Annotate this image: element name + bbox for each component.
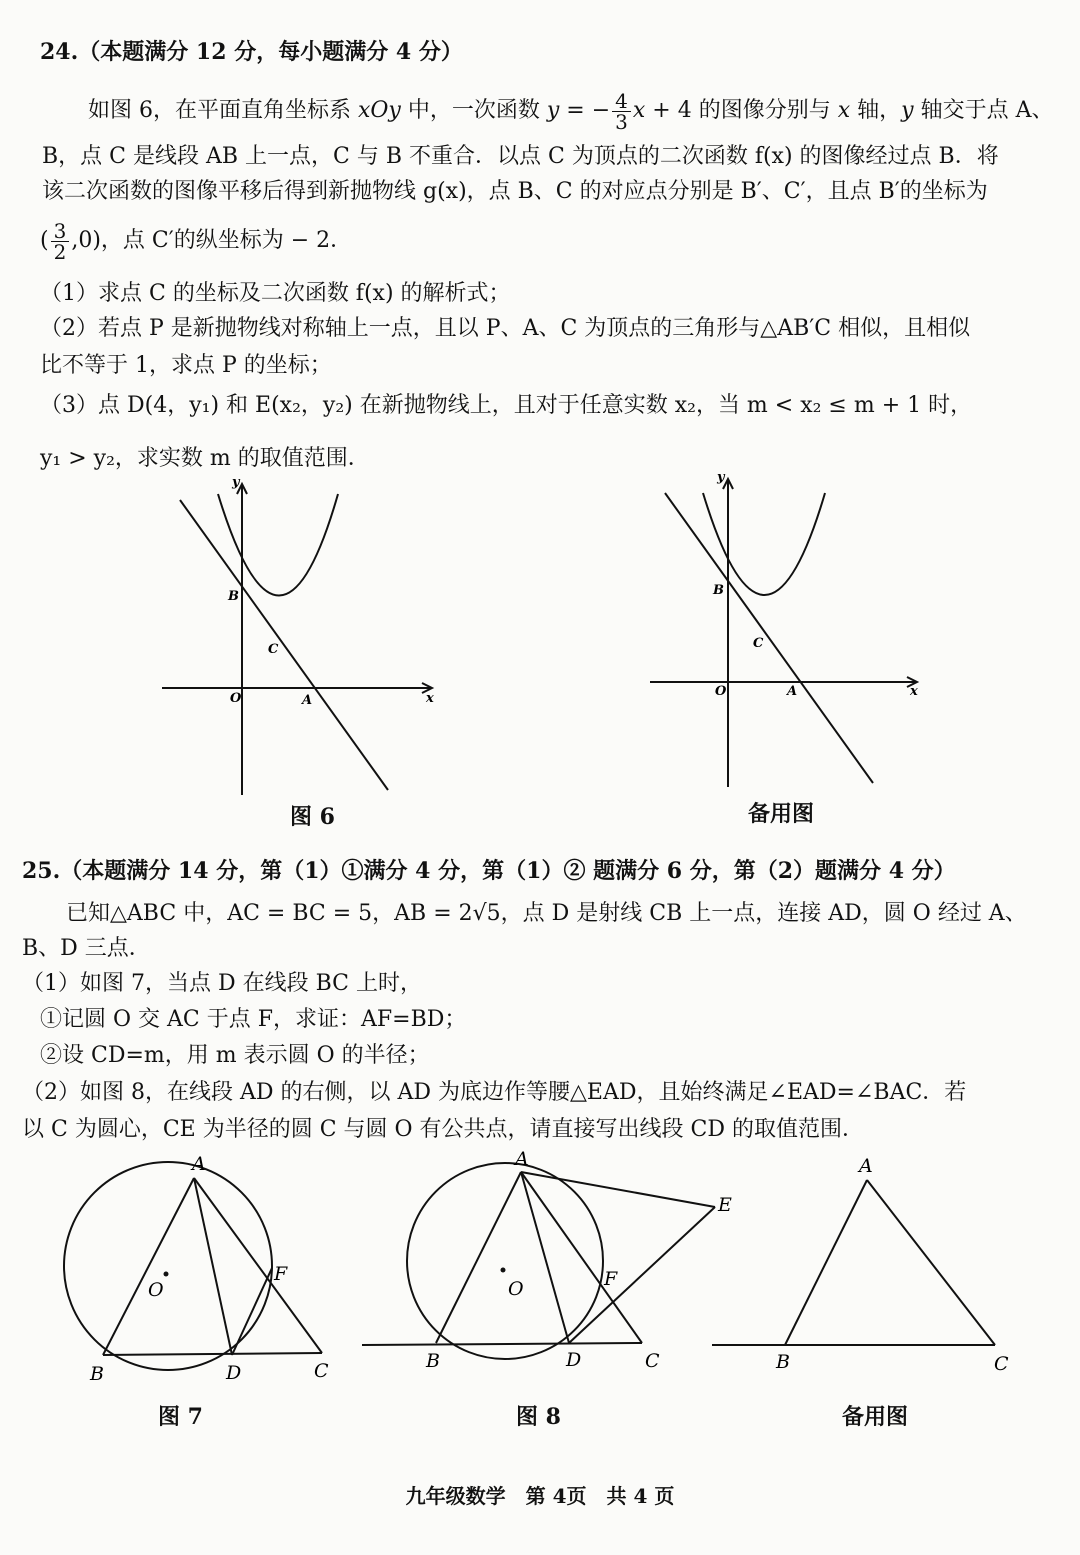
fig9-caption: 备用图 [842,1404,909,1430]
fig6b-label-b: B [713,583,724,598]
fig6-label-c: C [268,642,279,657]
fig8-label-e: E [718,1194,732,1216]
fig6-caption: 图 6 [290,804,335,830]
fig6-spare-caption: 备用图 [748,801,815,827]
q24-part2-b: 比不等于 1，求点 P 的坐标； [40,353,332,378]
q25-line1: 已知△ABC 中，AC = BC = 5，AB = 2√5，点 D 是射线 CB 上一点，连接 AD，圆 O 经过 A、 [66,901,1027,926]
fig8-label-b: B [426,1350,440,1372]
fig6b-label-c: C [753,636,764,651]
q24-y2: y [901,98,914,123]
q25-part2-a: （2）如图 8，在线段 AD 的右侧，以 AD 为底边作等腰△EAD，且始终满足∠EAD=∠BAC．若 [22,1080,967,1105]
fig6b-line-ab [665,493,873,783]
q24-line1 [88,88,1053,134]
fig8-seg-ab [436,1172,521,1343]
fig7-label-o: O [148,1279,164,1301]
q24-line2: B，点 C 是线段 AB 上一点，C 与 B 不重合．以点 C 为顶点的二次函数 f(x) 的图像经过点 B．将 [42,144,999,169]
fig9-seg-ac [867,1180,995,1345]
fig6-parabola [218,494,338,596]
fig8-label-d: D [566,1349,582,1371]
q24-frac-den: 3 [615,109,628,134]
fig8-label-c: C [645,1350,660,1372]
fig7-seg-bc [103,1353,322,1355]
fig7-label-f: F [274,1263,288,1285]
fig6b-label-y: y [717,470,725,485]
fig7-caption: 图 7 [158,1404,203,1430]
q25-part2-b: 以 C 为圆心，CE 为半径的圆 C 与圆 O 有公共点，请直接写出线段 CD 的取值范围． [22,1117,865,1142]
q25-part1-b: ②设 CD=m，用 m 表示圆 O 的半径； [40,1043,430,1068]
q24-part2-a: （2）若点 P 是新抛物线对称轴上一点，且以 P、A、C 为顶点的三角形与△AB′C 相似，且相似 [40,316,971,341]
fig8-center-dot [501,1268,506,1273]
q24-line1-b: 中，一次函数 [400,98,547,123]
fig9-label-c: C [994,1353,1009,1375]
q24-line4-den: 2 [53,239,67,264]
q24-fraction [612,88,631,134]
q24-line1-a: 如图 6，在平面直角坐标系 [88,98,358,123]
q24-frac-num: 4 [612,91,631,112]
q24-line3: 该二次函数的图像平移后得到新抛物线 g(x)，点 B、C 的对应点分别是 B′、C′，且点 B′的坐标为 [42,179,988,204]
fig9-label-b: B [776,1351,790,1373]
fig6b-label-o: O [715,684,727,699]
fig7-circle-o [64,1162,272,1370]
q24-line1-e: 轴， [850,98,902,123]
fig6-label-o: O [230,691,242,706]
fig8-label-a: A [515,1148,529,1170]
fig7-seg-ab [103,1178,194,1355]
fig7-center-dot [164,1272,169,1277]
q24-line4-fraction [51,218,70,264]
q25-line2: B、D 三点． [22,936,151,961]
q24-part1: （1）求点 C 的坐标及二次函数 f(x) 的解析式； [40,281,511,306]
q24-line1-d: + 4 的图像分别与 [645,98,838,123]
q24-line4-rest: ,0)，点 C′的纵坐标为 − 2． [71,228,353,253]
fig6-label-a: A [302,693,313,708]
q25-header: 25.（本题满分 14 分，第（1）①满分 4 分，第（1）② 题满分 6 分，第（2）题满分 4 分） [22,858,956,884]
fig9-seg-ab [785,1180,867,1345]
figure-7 [60,1150,350,1390]
q24-header: 24.（本题满分 12 分，每小题满分 4 分） [40,39,463,65]
fig8-ray-cb [362,1343,642,1345]
fig6-label-b: B [228,589,239,604]
q24-x: x [632,98,646,123]
fig6-label-x: x [426,691,434,706]
fig8-seg-ae [521,1172,715,1207]
q24-xoy: xOy [357,98,401,123]
fig8-circle-o [407,1163,603,1359]
figure-6 [150,470,450,805]
q24-line4-num: 3 [51,221,70,242]
q25-part1: （1）如图 7，当点 D 在线段 BC 上时， [22,971,423,996]
fig7-label-d: D [226,1362,242,1384]
q24-line1-f: 轴交于点 A、 [913,98,1054,123]
fig7-seg-df [232,1268,272,1355]
figure-spare-triangle [710,1150,1030,1385]
q24-line1-c: = − [559,98,611,123]
fig6-label-y: y [232,475,240,490]
fig8-label-f: F [604,1268,618,1290]
q24-line4-open: ( [40,228,49,253]
q24-y: y [546,98,560,123]
fig8-seg-ac [521,1172,642,1343]
q24-line4 [40,218,352,264]
fig7-label-b: B [90,1363,104,1385]
fig9-label-a: A [859,1155,873,1177]
fig8-seg-de [569,1207,715,1343]
fig6-line-ab [180,500,388,790]
fig6b-label-x: x [910,684,918,699]
figure-8 [360,1145,740,1385]
figure-6-spare [645,465,935,790]
q24-part3-a: （3）点 D(4，y₁) 和 E(x₂，y₂) 在新抛物线上，且对于任意实数 x₂，当 m < x₂ ≤ m + 1 时， [40,393,973,418]
fig7-label-c: C [314,1360,329,1382]
q25-part1-a: ①记圆 O 交 AC 于点 F，求证：AF=BD； [40,1007,467,1032]
fig8-caption: 图 8 [516,1404,561,1430]
fig8-label-o: O [508,1278,524,1300]
fig6b-parabola [703,493,825,595]
q24-part3-b: y₁ > y₂，求实数 m 的取值范围． [40,446,370,471]
q24-x2: x [837,98,851,123]
fig6b-label-a: A [787,684,798,699]
fig7-label-a: A [192,1153,206,1175]
fig8-seg-ad [521,1172,569,1343]
page-footer: 九年级数学 第 4页 共 4 页 [405,1484,675,1508]
